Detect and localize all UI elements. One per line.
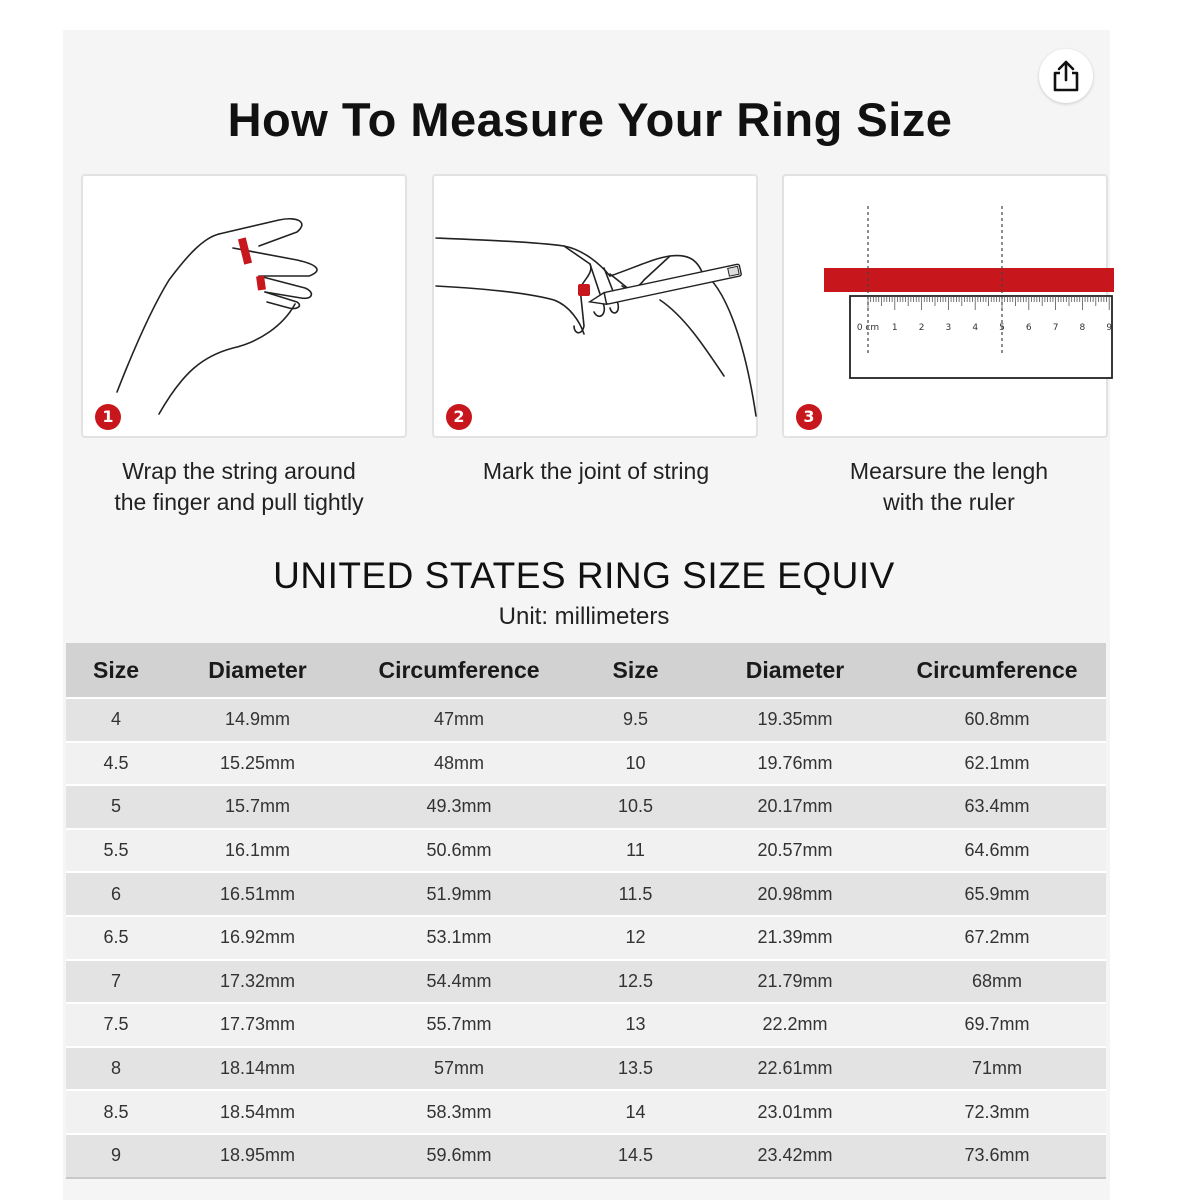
cell-circumference: 53.1mm <box>349 916 569 960</box>
cell-diameter: 16.92mm <box>166 916 349 960</box>
cell-size-2: 11 <box>569 829 702 873</box>
share-icon <box>1051 59 1081 93</box>
cell-circumference-2: 71mm <box>888 1047 1106 1091</box>
cell-diameter: 17.32mm <box>166 960 349 1004</box>
unit-label: Unit: millimeters <box>498 603 670 630</box>
cell-circumference-2: 60.8mm <box>888 698 1106 742</box>
step-3-caption-line-2: with the ruler <box>883 489 1015 515</box>
step-1-caption-line-2: the finger and pull tightly <box>114 489 364 515</box>
cell-size-2: 14.5 <box>569 1134 702 1178</box>
cell-diameter-2: 23.42mm <box>702 1134 888 1178</box>
hand-wrapping-string-drawing <box>83 176 409 440</box>
ruler-label: 0 cm <box>856 323 880 333</box>
ruler-measuring-drawing <box>784 176 1113 440</box>
cell-size: 7.5 <box>66 1003 166 1047</box>
cell-diameter-2: 19.35mm <box>702 698 888 742</box>
header-size-2: Size <box>569 643 702 698</box>
table-row <box>66 698 1106 742</box>
cell-size-2: 9.5 <box>569 698 702 742</box>
step-2-caption-line-1: Mark the joint of string <box>482 458 710 484</box>
cell-size-2: 13.5 <box>569 1047 702 1091</box>
cell-size: 8.5 <box>66 1090 166 1134</box>
cell-circumference-2: 65.9mm <box>888 872 1106 916</box>
step-2-illustration <box>432 174 758 438</box>
table-row <box>66 916 1106 960</box>
cell-circumference-2: 69.7mm <box>888 1003 1106 1047</box>
cell-diameter-2: 19.76mm <box>702 742 888 786</box>
step-1-illustration <box>81 174 407 438</box>
cell-diameter-2: 22.61mm <box>702 1047 888 1091</box>
step-1-badge: 1 <box>95 404 121 430</box>
cell-circumference-2: 67.2mm <box>888 916 1106 960</box>
cell-size-2: 11.5 <box>569 872 702 916</box>
ruler-label: 6 <box>1025 323 1032 333</box>
cell-size: 5.5 <box>66 829 166 873</box>
header-circumference: Circumference <box>349 643 569 698</box>
ruler-label: 7 <box>1052 323 1059 333</box>
cell-circumference: 58.3mm <box>349 1090 569 1134</box>
ruler-label: 1 <box>891 323 898 333</box>
cell-circumference-2: 72.3mm <box>888 1090 1106 1134</box>
table-row <box>66 960 1106 1004</box>
step-3-caption-line-1: Mearsure the lengh <box>849 458 1049 484</box>
cell-circumference-2: 62.1mm <box>888 742 1106 786</box>
step-3-illustration <box>782 174 1113 438</box>
ruler-label: 5 <box>999 323 1005 333</box>
table-row <box>66 1003 1106 1047</box>
cell-circumference: 54.4mm <box>349 960 569 1004</box>
ruler-label: 8 <box>1079 323 1086 333</box>
cell-diameter-2: 20.98mm <box>702 872 888 916</box>
table-row <box>66 872 1106 916</box>
table-title: UNITED STATES RING SIZE EQUIV <box>273 555 895 596</box>
cell-diameter: 16.51mm <box>166 872 349 916</box>
cell-circumference: 49.3mm <box>349 785 569 829</box>
table-header-row <box>66 643 1106 698</box>
cell-size: 8 <box>66 1047 166 1091</box>
cell-diameter-2: 21.39mm <box>702 916 888 960</box>
cell-circumference-2: 73.6mm <box>888 1134 1106 1178</box>
cell-size-2: 10 <box>569 742 702 786</box>
ruler-label: 9 <box>1106 323 1113 333</box>
step-3-caption <box>786 456 1112 518</box>
table-row <box>66 1047 1106 1091</box>
cell-diameter: 18.54mm <box>166 1090 349 1134</box>
cell-diameter-2: 21.79mm <box>702 960 888 1004</box>
table-row <box>66 742 1106 786</box>
cell-diameter: 14.9mm <box>166 698 349 742</box>
cell-diameter: 16.1mm <box>166 829 349 873</box>
table-row <box>66 829 1106 873</box>
table-row <box>66 1090 1106 1134</box>
cell-circumference: 51.9mm <box>349 872 569 916</box>
cell-diameter-2: 23.01mm <box>702 1090 888 1134</box>
ruler-label: 2 <box>918 323 925 333</box>
cell-size: 4.5 <box>66 742 166 786</box>
cell-size: 4 <box>66 698 166 742</box>
table-row <box>66 785 1106 829</box>
cell-circumference: 59.6mm <box>349 1134 569 1178</box>
step-1-caption-line-1: Wrap the string around <box>122 458 356 484</box>
page-title: How To Measure Your Ring Size <box>227 93 953 146</box>
cell-circumference-2: 68mm <box>888 960 1106 1004</box>
cell-diameter-2: 20.57mm <box>702 829 888 873</box>
step-1-caption <box>76 456 402 518</box>
cell-diameter: 17.73mm <box>166 1003 349 1047</box>
hand-marking-string-drawing <box>434 176 760 440</box>
header-diameter: Diameter <box>166 643 349 698</box>
cell-circumference: 48mm <box>349 742 569 786</box>
ruler-label: 4 <box>972 323 979 333</box>
ring-size-table <box>66 643 1106 1179</box>
step-2-caption <box>433 456 759 487</box>
cell-size: 6.5 <box>66 916 166 960</box>
cell-size-2: 14 <box>569 1090 702 1134</box>
table-row <box>66 1134 1106 1178</box>
table-body <box>66 698 1106 1178</box>
cell-circumference: 57mm <box>349 1047 569 1091</box>
cell-diameter: 18.14mm <box>166 1047 349 1091</box>
cell-circumference-2: 64.6mm <box>888 829 1106 873</box>
header-circumference-2: Circumference <box>888 643 1106 698</box>
cell-circumference: 55.7mm <box>349 1003 569 1047</box>
cell-size-2: 12 <box>569 916 702 960</box>
cell-diameter: 15.25mm <box>166 742 349 786</box>
cell-diameter-2: 20.17mm <box>702 785 888 829</box>
ruler-label: 3 <box>945 323 952 333</box>
cell-size-2: 10.5 <box>569 785 702 829</box>
header-size: Size <box>66 643 166 698</box>
cell-size: 9 <box>66 1134 166 1178</box>
cell-size-2: 12.5 <box>569 960 702 1004</box>
cell-size: 7 <box>66 960 166 1004</box>
step-3-badge: 3 <box>796 404 822 430</box>
cell-circumference: 50.6mm <box>349 829 569 873</box>
cell-circumference: 47mm <box>349 698 569 742</box>
cell-size: 6 <box>66 872 166 916</box>
cell-diameter-2: 22.2mm <box>702 1003 888 1047</box>
cell-diameter: 15.7mm <box>166 785 349 829</box>
step-2-badge: 2 <box>446 404 472 430</box>
header-diameter-2: Diameter <box>702 643 888 698</box>
cell-circumference-2: 63.4mm <box>888 785 1106 829</box>
cell-size: 5 <box>66 785 166 829</box>
cell-diameter: 18.95mm <box>166 1134 349 1178</box>
cell-size-2: 13 <box>569 1003 702 1047</box>
